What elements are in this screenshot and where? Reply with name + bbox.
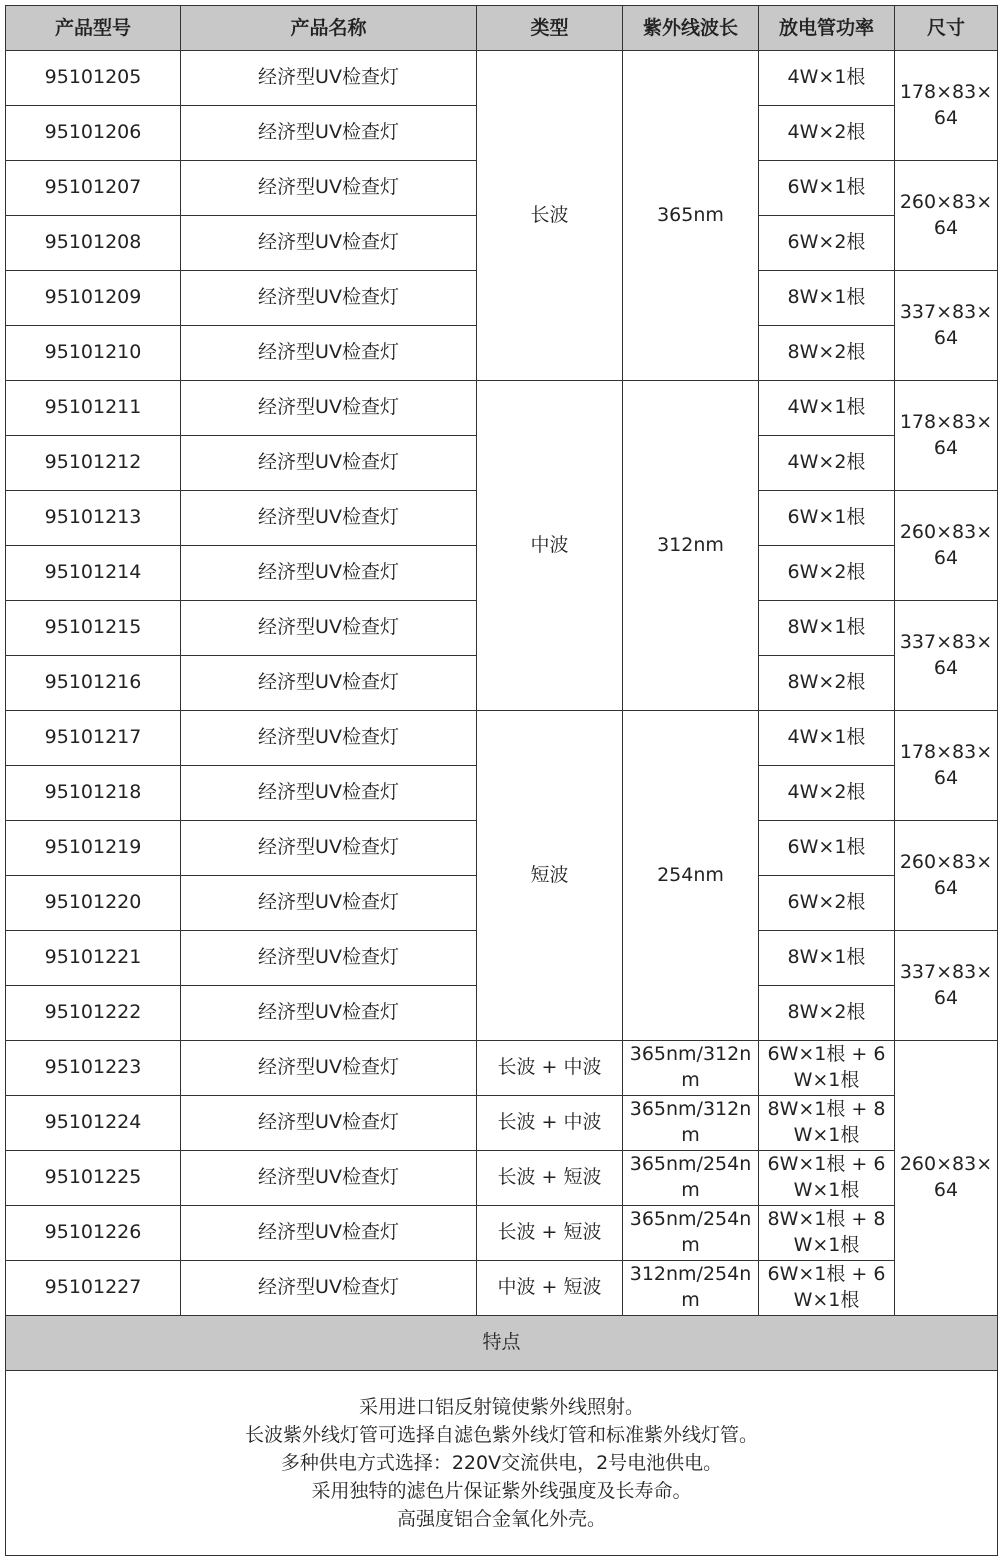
model-cell: 95101219 (6, 821, 181, 876)
product-spec-table (5, 5, 998, 1556)
table-row (6, 1261, 998, 1316)
power-cell: 8W×2根 (759, 326, 895, 381)
model-cell: 95101217 (6, 711, 181, 766)
model-cell: 95101222 (6, 986, 181, 1041)
type-cell: 长波 + 短波 (477, 1151, 623, 1206)
name-cell: 经济型UV检查灯 (181, 326, 477, 381)
power-cell: 6W×2根 (759, 546, 895, 601)
features-header-row (6, 1316, 998, 1371)
size-cell: 337×83×64 (895, 601, 998, 711)
table-row (6, 711, 998, 766)
model-cell: 95101210 (6, 326, 181, 381)
name-cell: 经济型UV检查灯 (181, 491, 477, 546)
features-title: 特点 (6, 1316, 998, 1371)
feature-line: 高强度铝合金氧化外壳。 (396, 1508, 606, 1530)
header-power: 放电管功率 (759, 6, 895, 51)
size-cell: 337×83×64 (895, 931, 998, 1041)
model-cell: 95101223 (6, 1041, 181, 1096)
name-cell: 经济型UV检查灯 (181, 766, 477, 821)
power-cell: 8W×1根 (759, 601, 895, 656)
power-cell: 8W×2根 (759, 656, 895, 711)
power-cell: 8W×1根 (759, 931, 895, 986)
wavelength-cell: 365nm/254nm (623, 1206, 759, 1261)
type-cell: 中波 + 短波 (477, 1261, 623, 1316)
name-cell: 经济型UV检查灯 (181, 381, 477, 436)
wavelength-cell: 312nm (623, 381, 759, 711)
size-cell: 178×83×64 (895, 381, 998, 491)
name-cell: 经济型UV检查灯 (181, 601, 477, 656)
power-cell: 6W×1根 + 6W×1根 (759, 1041, 895, 1096)
name-cell: 经济型UV检查灯 (181, 161, 477, 216)
name-cell: 经济型UV检查灯 (181, 51, 477, 106)
power-cell: 6W×1根 (759, 491, 895, 546)
model-cell: 95101211 (6, 381, 181, 436)
power-cell: 8W×1根 + 8W×1根 (759, 1096, 895, 1151)
type-cell: 长波 + 中波 (477, 1096, 623, 1151)
features-body-row (6, 1371, 998, 1556)
model-cell: 95101224 (6, 1096, 181, 1151)
power-cell: 4W×1根 (759, 711, 895, 766)
table-row (6, 1151, 998, 1206)
model-cell: 95101212 (6, 436, 181, 491)
size-cell: 178×83×64 (895, 51, 998, 161)
size-cell: 260×83×64 (895, 161, 998, 271)
wavelength-cell: 254nm (623, 711, 759, 1041)
header-size: 尺寸 (895, 6, 998, 51)
header-row (6, 6, 998, 51)
name-cell: 经济型UV检查灯 (181, 546, 477, 601)
model-cell: 95101221 (6, 931, 181, 986)
features-list (6, 1371, 998, 1556)
name-cell: 经济型UV检查灯 (181, 821, 477, 876)
header-name: 产品名称 (181, 6, 477, 51)
model-cell: 95101207 (6, 161, 181, 216)
name-cell: 经济型UV检查灯 (181, 1041, 477, 1096)
power-cell: 4W×2根 (759, 106, 895, 161)
size-cell: 337×83×64 (895, 271, 998, 381)
model-cell: 95101220 (6, 876, 181, 931)
model-cell: 95101216 (6, 656, 181, 711)
type-cell: 短波 (477, 711, 623, 1041)
wavelength-cell: 365nm/312nm (623, 1096, 759, 1151)
power-cell: 6W×1根 + 6W×1根 (759, 1261, 895, 1316)
name-cell: 经济型UV检查灯 (181, 711, 477, 766)
name-cell: 经济型UV检查灯 (181, 271, 477, 326)
feature-line: 采用进口铝反射镜使紫外线照射。 (358, 1396, 644, 1418)
power-cell: 6W×2根 (759, 216, 895, 271)
header-model: 产品型号 (6, 6, 181, 51)
name-cell: 经济型UV检查灯 (181, 656, 477, 711)
wavelength-cell: 312nm/254nm (623, 1261, 759, 1316)
size-cell: 260×83×64 (895, 821, 998, 931)
name-cell: 经济型UV检查灯 (181, 106, 477, 161)
name-cell: 经济型UV检查灯 (181, 876, 477, 931)
name-cell: 经济型UV检查灯 (181, 436, 477, 491)
name-cell: 经济型UV检查灯 (181, 986, 477, 1041)
wavelength-cell: 365nm (623, 51, 759, 381)
wavelength-cell: 365nm/254nm (623, 1151, 759, 1206)
type-cell: 长波 + 中波 (477, 1041, 623, 1096)
table-row (6, 1206, 998, 1261)
type-cell: 长波 + 短波 (477, 1206, 623, 1261)
table-row (6, 381, 998, 436)
name-cell: 经济型UV检查灯 (181, 931, 477, 986)
size-cell: 260×83×64 (895, 491, 998, 601)
feature-line: 采用独特的滤色片保证紫外线强度及长寿命。 (311, 1480, 692, 1502)
model-cell: 95101225 (6, 1151, 181, 1206)
size-cell: 178×83×64 (895, 711, 998, 821)
size-cell: 260×83×64 (895, 1041, 998, 1316)
model-cell: 95101209 (6, 271, 181, 326)
power-cell: 8W×2根 (759, 986, 895, 1041)
power-cell: 4W×2根 (759, 766, 895, 821)
power-cell: 4W×2根 (759, 436, 895, 491)
feature-line: 多种供电方式选择：220V交流供电，2号电池供电。 (280, 1452, 723, 1474)
power-cell: 6W×1根 (759, 821, 895, 876)
model-cell: 95101206 (6, 106, 181, 161)
header-wavelength: 紫外线波长 (623, 6, 759, 51)
model-cell: 95101226 (6, 1206, 181, 1261)
power-cell: 6W×1根 + 6W×1根 (759, 1151, 895, 1206)
power-cell: 6W×1根 (759, 161, 895, 216)
name-cell: 经济型UV检查灯 (181, 1096, 477, 1151)
model-cell: 95101213 (6, 491, 181, 546)
name-cell: 经济型UV检查灯 (181, 1206, 477, 1261)
model-cell: 95101205 (6, 51, 181, 106)
power-cell: 8W×1根 (759, 271, 895, 326)
power-cell: 8W×1根 + 8W×1根 (759, 1206, 895, 1261)
feature-line: 长波紫外线灯管可选择自滤色紫外线灯管和标准紫外线灯管。 (244, 1424, 758, 1446)
name-cell: 经济型UV检查灯 (181, 216, 477, 271)
header-type: 类型 (477, 6, 623, 51)
type-cell: 长波 (477, 51, 623, 381)
type-cell: 中波 (477, 381, 623, 711)
model-cell: 95101215 (6, 601, 181, 656)
table-row (6, 1096, 998, 1151)
model-cell: 95101227 (6, 1261, 181, 1316)
name-cell: 经济型UV检查灯 (181, 1261, 477, 1316)
model-cell: 95101208 (6, 216, 181, 271)
wavelength-cell: 365nm/312nm (623, 1041, 759, 1096)
table-row (6, 51, 998, 106)
power-cell: 6W×2根 (759, 876, 895, 931)
table-row (6, 1041, 998, 1096)
model-cell: 95101218 (6, 766, 181, 821)
model-cell: 95101214 (6, 546, 181, 601)
name-cell: 经济型UV检查灯 (181, 1151, 477, 1206)
power-cell: 4W×1根 (759, 381, 895, 436)
power-cell: 4W×1根 (759, 51, 895, 106)
